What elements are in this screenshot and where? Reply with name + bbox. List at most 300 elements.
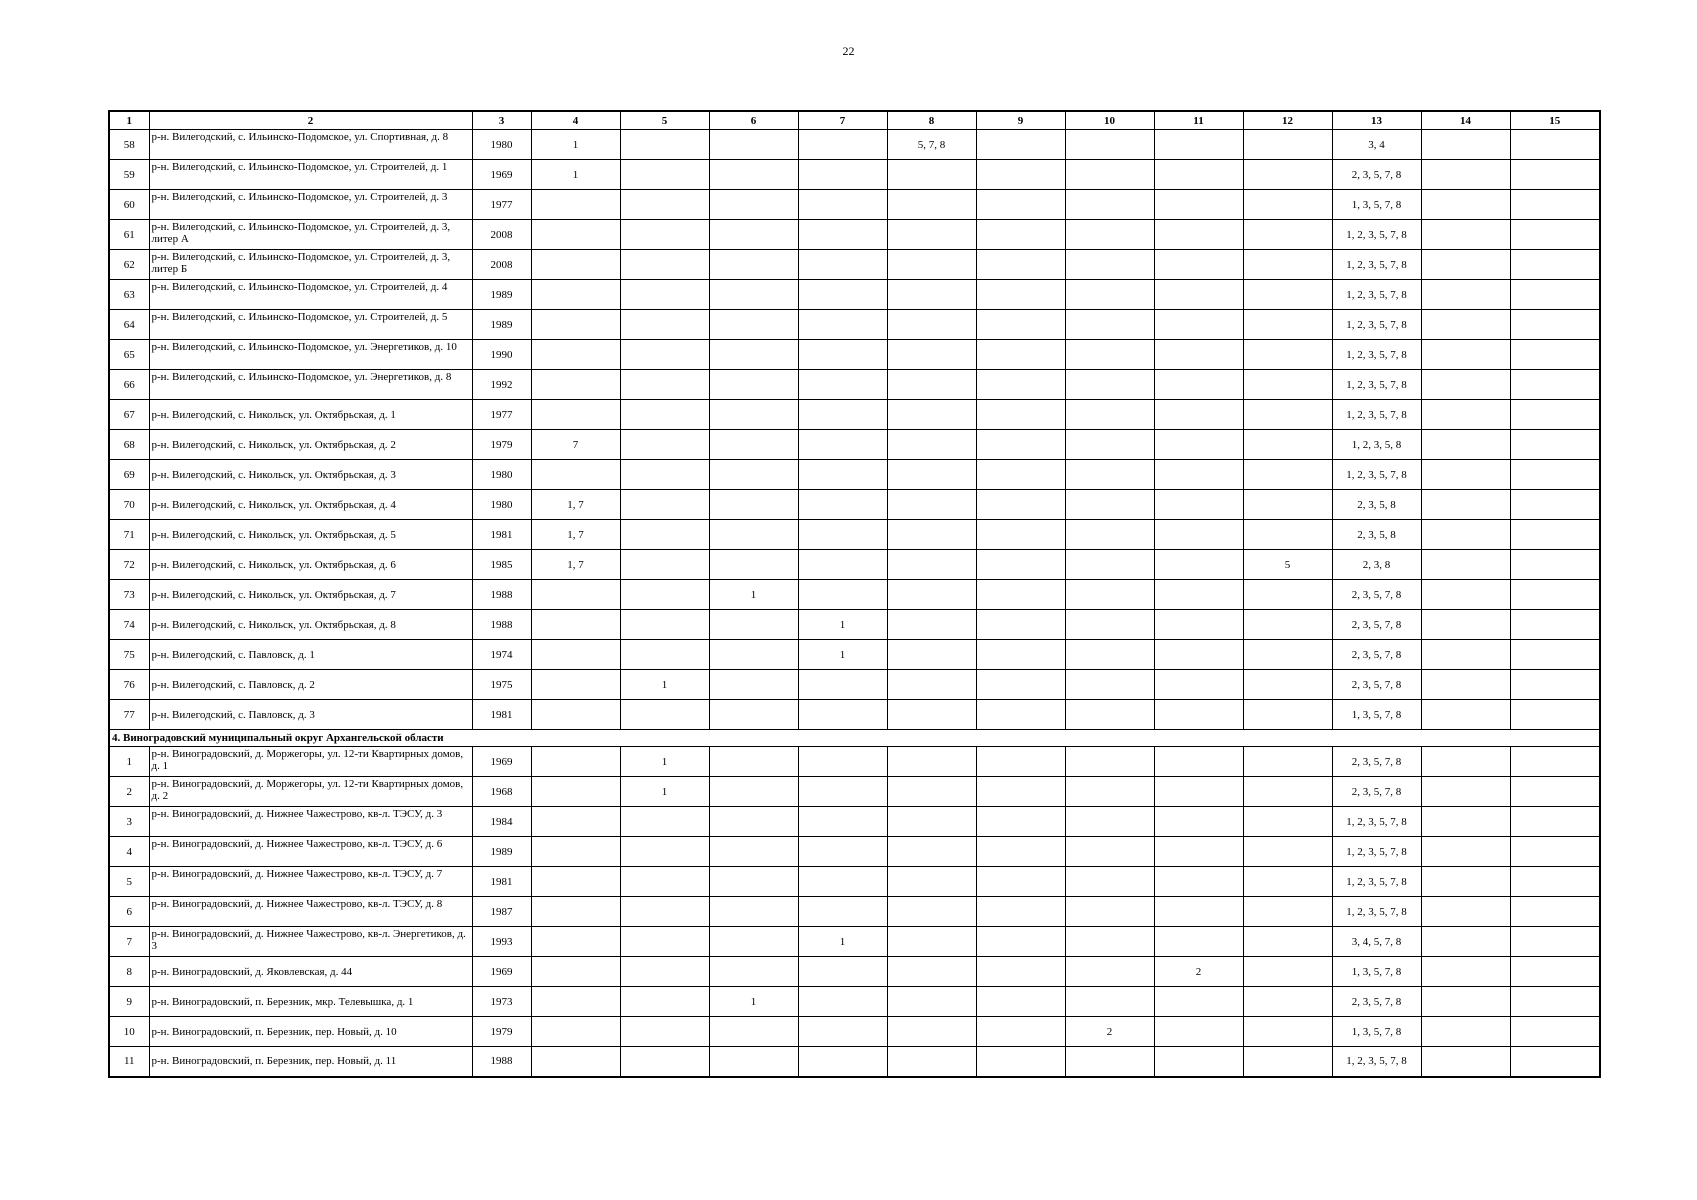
col-7 [798, 190, 887, 220]
col-13: 3, 4 [1332, 130, 1421, 160]
col-5 [620, 370, 709, 400]
col-15 [1510, 610, 1600, 640]
col-9 [976, 220, 1065, 250]
col-9 [976, 580, 1065, 610]
address: р-н. Вилегодский, с. Никольск, ул. Октябрьская, д. 2 [149, 430, 472, 460]
row-number: 76 [109, 670, 149, 700]
col-6 [709, 190, 798, 220]
col-5 [620, 807, 709, 837]
col-5: 1 [620, 777, 709, 807]
col-13: 2, 3, 5, 7, 8 [1332, 160, 1421, 190]
row-number: 3 [109, 807, 149, 837]
col-13: 2, 3, 5, 7, 8 [1332, 640, 1421, 670]
address: р-н. Виноградовский, д. Нижнее Чажестрово, кв-л. ТЭСУ, д. 8 [149, 897, 472, 927]
col-13: 1, 2, 3, 5, 7, 8 [1332, 1047, 1421, 1077]
row-number: 59 [109, 160, 149, 190]
column-header: 15 [1510, 111, 1600, 130]
col-8 [887, 897, 976, 927]
col-14 [1421, 747, 1510, 777]
col-10 [1065, 777, 1154, 807]
column-header: 3 [472, 111, 531, 130]
col-7 [798, 250, 887, 280]
col-10 [1065, 160, 1154, 190]
col-6 [709, 640, 798, 670]
col-8 [887, 490, 976, 520]
row-number: 1 [109, 747, 149, 777]
col-10 [1065, 520, 1154, 550]
col-14 [1421, 807, 1510, 837]
col-10 [1065, 490, 1154, 520]
col-9 [976, 610, 1065, 640]
year: 1981 [472, 867, 531, 897]
col-4 [531, 957, 620, 987]
col-13: 1, 2, 3, 5, 7, 8 [1332, 310, 1421, 340]
col-7 [798, 897, 887, 927]
col-14 [1421, 310, 1510, 340]
col-15 [1510, 927, 1600, 957]
col-7 [798, 400, 887, 430]
col-8 [887, 400, 976, 430]
col-13: 3, 4, 5, 7, 8 [1332, 927, 1421, 957]
col-10 [1065, 550, 1154, 580]
col-8 [887, 310, 976, 340]
col-10 [1065, 927, 1154, 957]
address: р-н. Виноградовский, д. Моржегоры, ул. 12-ти Квартирных домов, д. 1 [149, 747, 472, 777]
col-5 [620, 610, 709, 640]
col-6 [709, 550, 798, 580]
table-row [109, 340, 1600, 370]
col-15 [1510, 867, 1600, 897]
col-10 [1065, 340, 1154, 370]
address: р-н. Вилегодский, с. Никольск, ул. Октябрьская, д. 5 [149, 520, 472, 550]
row-number: 58 [109, 130, 149, 160]
col-14 [1421, 220, 1510, 250]
col-13: 1, 2, 3, 5, 7, 8 [1332, 460, 1421, 490]
col-12 [1243, 1017, 1332, 1047]
col-5 [620, 220, 709, 250]
col-11 [1154, 130, 1243, 160]
col-9 [976, 867, 1065, 897]
col-4 [531, 640, 620, 670]
col-12 [1243, 777, 1332, 807]
col-13: 2, 3, 5, 7, 8 [1332, 670, 1421, 700]
col-14 [1421, 250, 1510, 280]
col-11 [1154, 610, 1243, 640]
col-15 [1510, 400, 1600, 430]
col-6 [709, 807, 798, 837]
col-6 [709, 700, 798, 730]
col-6 [709, 837, 798, 867]
column-header: 6 [709, 111, 798, 130]
year: 1989 [472, 837, 531, 867]
col-15 [1510, 310, 1600, 340]
col-10 [1065, 987, 1154, 1017]
col-9 [976, 130, 1065, 160]
address: р-н. Вилегодский, с. Ильинско-Подомское, ул. Строителей, д. 3 [149, 190, 472, 220]
col-6 [709, 280, 798, 310]
col-7: 1 [798, 640, 887, 670]
col-10 [1065, 1047, 1154, 1077]
col-14 [1421, 490, 1510, 520]
col-9 [976, 957, 1065, 987]
address: р-н. Вилегодский, с. Никольск, ул. Октябрьская, д. 1 [149, 400, 472, 430]
col-4 [531, 1017, 620, 1047]
col-11 [1154, 807, 1243, 837]
table-row [109, 460, 1600, 490]
col-10 [1065, 580, 1154, 610]
col-11 [1154, 580, 1243, 610]
col-6 [709, 610, 798, 640]
col-15 [1510, 987, 1600, 1017]
col-7 [798, 777, 887, 807]
year: 1985 [472, 550, 531, 580]
col-11 [1154, 250, 1243, 280]
register-table [108, 110, 1601, 1078]
col-9 [976, 747, 1065, 777]
col-14 [1421, 190, 1510, 220]
col-8 [887, 190, 976, 220]
year: 1981 [472, 520, 531, 550]
header-row [109, 111, 1600, 130]
col-4 [531, 310, 620, 340]
col-15 [1510, 340, 1600, 370]
col-7 [798, 160, 887, 190]
col-8 [887, 807, 976, 837]
table-row [109, 1017, 1600, 1047]
table-row [109, 1047, 1600, 1077]
row-number: 9 [109, 987, 149, 1017]
address: р-н. Вилегодский, с. Ильинско-Подомское, ул. Строителей, д. 5 [149, 310, 472, 340]
col-7 [798, 867, 887, 897]
column-header: 10 [1065, 111, 1154, 130]
col-13: 2, 3, 5, 8 [1332, 490, 1421, 520]
col-7 [798, 580, 887, 610]
address: р-н. Вилегодский, с. Павловск, д. 1 [149, 640, 472, 670]
col-9 [976, 310, 1065, 340]
col-5 [620, 310, 709, 340]
col-5 [620, 250, 709, 280]
col-8 [887, 280, 976, 310]
address: р-н. Вилегодский, с. Никольск, ул. Октябрьская, д. 4 [149, 490, 472, 520]
col-9 [976, 1047, 1065, 1077]
col-13: 1, 2, 3, 5, 7, 8 [1332, 280, 1421, 310]
col-15 [1510, 1017, 1600, 1047]
col-11 [1154, 220, 1243, 250]
col-12 [1243, 957, 1332, 987]
address: р-н. Виноградовский, д. Нижнее Чажестрово, кв-л. ТЭСУ, д. 3 [149, 807, 472, 837]
col-15 [1510, 220, 1600, 250]
col-10 [1065, 370, 1154, 400]
page-number: 22 [842, 44, 855, 58]
col-10 [1065, 400, 1154, 430]
col-8 [887, 370, 976, 400]
col-6 [709, 340, 798, 370]
column-header: 13 [1332, 111, 1421, 130]
year: 1974 [472, 640, 531, 670]
col-10 [1065, 250, 1154, 280]
col-8 [887, 250, 976, 280]
col-5 [620, 400, 709, 430]
col-11 [1154, 190, 1243, 220]
col-9 [976, 190, 1065, 220]
col-14 [1421, 550, 1510, 580]
column-header: 1 [109, 111, 149, 130]
row-number: 72 [109, 550, 149, 580]
col-15 [1510, 430, 1600, 460]
year: 1973 [472, 987, 531, 1017]
year: 1993 [472, 927, 531, 957]
col-5 [620, 837, 709, 867]
col-7 [798, 700, 887, 730]
year: 1975 [472, 670, 531, 700]
row-number: 64 [109, 310, 149, 340]
col-8 [887, 640, 976, 670]
col-11 [1154, 777, 1243, 807]
column-header: 8 [887, 111, 976, 130]
col-15 [1510, 580, 1600, 610]
col-6 [709, 370, 798, 400]
year: 1979 [472, 430, 531, 460]
col-10 [1065, 310, 1154, 340]
col-11 [1154, 520, 1243, 550]
col-7 [798, 280, 887, 310]
col-15 [1510, 550, 1600, 580]
col-7: 1 [798, 927, 887, 957]
year: 1987 [472, 897, 531, 927]
table-row [109, 897, 1600, 927]
table-row [109, 670, 1600, 700]
row-number: 63 [109, 280, 149, 310]
col-11 [1154, 460, 1243, 490]
col-11 [1154, 1017, 1243, 1047]
col-12 [1243, 340, 1332, 370]
column-header: 9 [976, 111, 1065, 130]
col-15 [1510, 490, 1600, 520]
address: р-н. Виноградовский, д. Нижнее Чажестрово, кв-л. ТЭСУ, д. 6 [149, 837, 472, 867]
address: р-н. Виноградовский, п. Березник, пер. Новый, д. 10 [149, 1017, 472, 1047]
col-12 [1243, 747, 1332, 777]
year: 1979 [472, 1017, 531, 1047]
row-number: 71 [109, 520, 149, 550]
col-7 [798, 987, 887, 1017]
col-4 [531, 400, 620, 430]
row-number: 4 [109, 837, 149, 867]
year: 1980 [472, 460, 531, 490]
row-number: 66 [109, 370, 149, 400]
col-13: 1, 2, 3, 5, 7, 8 [1332, 220, 1421, 250]
col-7 [798, 130, 887, 160]
row-number: 75 [109, 640, 149, 670]
col-14 [1421, 160, 1510, 190]
col-7 [798, 837, 887, 867]
col-5 [620, 1017, 709, 1047]
col-14 [1421, 927, 1510, 957]
col-6 [709, 927, 798, 957]
row-number: 68 [109, 430, 149, 460]
col-10 [1065, 700, 1154, 730]
table-row [109, 490, 1600, 520]
col-5: 1 [620, 747, 709, 777]
year: 1969 [472, 160, 531, 190]
address: р-н. Вилегодский, с. Ильинско-Подомское, ул. Строителей, д. 4 [149, 280, 472, 310]
col-8 [887, 550, 976, 580]
col-9 [976, 1017, 1065, 1047]
col-8 [887, 867, 976, 897]
col-5 [620, 490, 709, 520]
table-row [109, 280, 1600, 310]
col-6 [709, 867, 798, 897]
col-11 [1154, 160, 1243, 190]
col-6 [709, 160, 798, 190]
col-12 [1243, 370, 1332, 400]
col-12 [1243, 250, 1332, 280]
col-11 [1154, 310, 1243, 340]
col-13: 1, 3, 5, 7, 8 [1332, 957, 1421, 987]
col-5 [620, 460, 709, 490]
col-7 [798, 747, 887, 777]
col-9 [976, 807, 1065, 837]
address: р-н. Вилегодский, с. Ильинско-Подомское, ул. Энергетиков, д. 8 [149, 370, 472, 400]
address: р-н. Вилегодский, с. Ильинско-Подомское, ул. Строителей, д. 1 [149, 160, 472, 190]
col-14 [1421, 1017, 1510, 1047]
col-10 [1065, 747, 1154, 777]
year: 2008 [472, 220, 531, 250]
col-11 [1154, 670, 1243, 700]
col-6 [709, 310, 798, 340]
year: 1990 [472, 340, 531, 370]
col-14 [1421, 340, 1510, 370]
row-number: 67 [109, 400, 149, 430]
col-5 [620, 927, 709, 957]
table-row [109, 927, 1600, 957]
col-7 [798, 1047, 887, 1077]
col-8 [887, 700, 976, 730]
year: 1988 [472, 580, 531, 610]
col-14 [1421, 670, 1510, 700]
year: 1969 [472, 747, 531, 777]
year: 1977 [472, 400, 531, 430]
row-number: 77 [109, 700, 149, 730]
col-4: 1, 7 [531, 520, 620, 550]
address: р-н. Вилегодский, с. Никольск, ул. Октябрьская, д. 3 [149, 460, 472, 490]
col-5 [620, 987, 709, 1017]
col-13: 2, 3, 5, 7, 8 [1332, 777, 1421, 807]
col-13: 1, 2, 3, 5, 7, 8 [1332, 807, 1421, 837]
col-14 [1421, 867, 1510, 897]
col-12 [1243, 610, 1332, 640]
address: р-н. Виноградовский, п. Березник, мкр. Телевышка, д. 1 [149, 987, 472, 1017]
row-number: 62 [109, 250, 149, 280]
col-8 [887, 1017, 976, 1047]
col-13: 1, 2, 3, 5, 8 [1332, 430, 1421, 460]
row-number: 2 [109, 777, 149, 807]
col-9 [976, 520, 1065, 550]
col-10 [1065, 280, 1154, 310]
col-11 [1154, 640, 1243, 670]
col-10 [1065, 130, 1154, 160]
year: 1977 [472, 190, 531, 220]
year: 1989 [472, 310, 531, 340]
col-9 [976, 430, 1065, 460]
col-14 [1421, 280, 1510, 310]
col-8 [887, 220, 976, 250]
col-10 [1065, 867, 1154, 897]
table-row [109, 130, 1600, 160]
table-body [109, 130, 1600, 1077]
col-7 [798, 520, 887, 550]
col-14 [1421, 460, 1510, 490]
col-4: 7 [531, 430, 620, 460]
row-number: 70 [109, 490, 149, 520]
col-9 [976, 250, 1065, 280]
col-13: 2, 3, 8 [1332, 550, 1421, 580]
address: р-н. Виноградовский, д. Нижнее Чажестрово, кв-л. ТЭСУ, д. 7 [149, 867, 472, 897]
year: 2008 [472, 250, 531, 280]
table-row [109, 520, 1600, 550]
col-11 [1154, 897, 1243, 927]
col-15 [1510, 777, 1600, 807]
col-4 [531, 747, 620, 777]
table-row [109, 640, 1600, 670]
col-10 [1065, 460, 1154, 490]
col-14 [1421, 837, 1510, 867]
address: р-н. Вилегодский, с. Ильинско-Подомское, ул. Строителей, д. 3, литер Б [149, 250, 472, 280]
col-6 [709, 747, 798, 777]
col-4 [531, 837, 620, 867]
column-header: 12 [1243, 111, 1332, 130]
col-4 [531, 807, 620, 837]
table-row [109, 580, 1600, 610]
col-7 [798, 1017, 887, 1047]
col-8 [887, 837, 976, 867]
column-header: 2 [149, 111, 472, 130]
col-12 [1243, 400, 1332, 430]
col-5 [620, 130, 709, 160]
col-4 [531, 610, 620, 640]
col-8 [887, 160, 976, 190]
col-13: 1, 2, 3, 5, 7, 8 [1332, 340, 1421, 370]
col-5 [620, 640, 709, 670]
col-7 [798, 460, 887, 490]
col-12 [1243, 520, 1332, 550]
col-15 [1510, 837, 1600, 867]
col-11 [1154, 490, 1243, 520]
col-5 [620, 280, 709, 310]
col-13: 1, 2, 3, 5, 7, 8 [1332, 250, 1421, 280]
col-6 [709, 1047, 798, 1077]
col-10 [1065, 220, 1154, 250]
col-6 [709, 1017, 798, 1047]
col-5 [620, 340, 709, 370]
col-7 [798, 340, 887, 370]
col-12 [1243, 927, 1332, 957]
col-9 [976, 927, 1065, 957]
col-9 [976, 490, 1065, 520]
col-12 [1243, 1047, 1332, 1077]
col-7 [798, 807, 887, 837]
col-10: 2 [1065, 1017, 1154, 1047]
col-10 [1065, 957, 1154, 987]
col-8 [887, 430, 976, 460]
col-8 [887, 340, 976, 370]
col-11 [1154, 550, 1243, 580]
col-7 [798, 430, 887, 460]
col-4: 1, 7 [531, 490, 620, 520]
table-row [109, 957, 1600, 987]
col-15 [1510, 1047, 1600, 1077]
address: р-н. Виноградовский, д. Яковлевская, д. 44 [149, 957, 472, 987]
col-7 [798, 670, 887, 700]
